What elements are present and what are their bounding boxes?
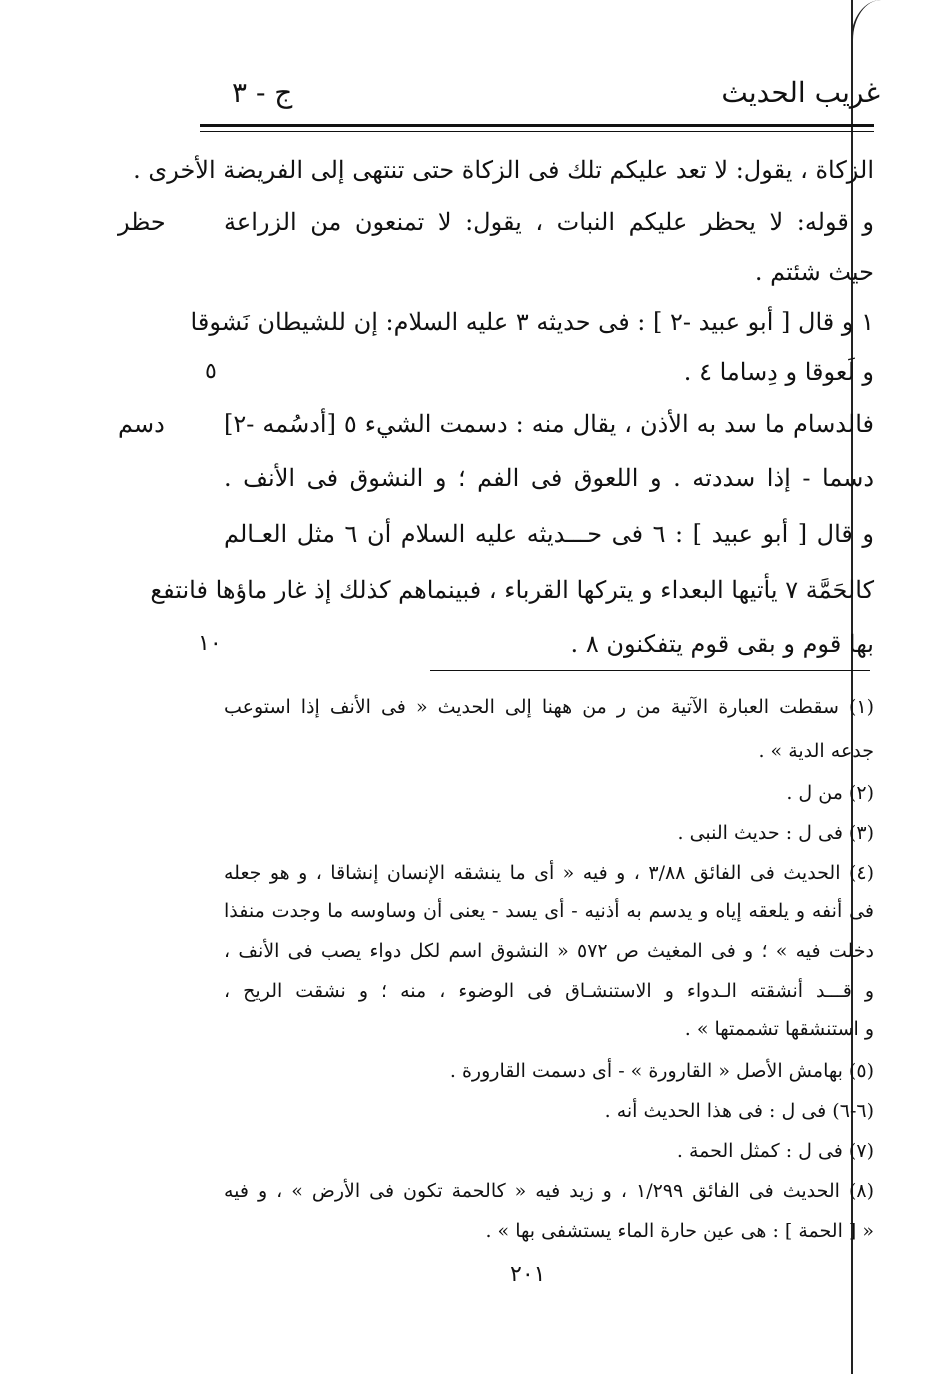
- footnote-line-8: و قـــد أنشقته الـدواء و الاستنشـاق فى الوضوء ، منه ؛ و نشقت الريح ،: [224, 980, 874, 1002]
- running-header: [200, 76, 880, 120]
- footnote-line-11: (٦-٦) فى ل : فى هذا الحديث أنه .: [604, 1100, 874, 1122]
- footnote-line-12: (٧) فى ل : كمثل الحمة .: [676, 1140, 874, 1162]
- margin-word-hazara: حظر: [118, 208, 166, 236]
- footnote-line-5: (٤) الحديث فى الفائق ٣/٨٨ ، و فيه « أى ما ينشقه الإنسان إنشاقا ، و هو جعله: [224, 862, 874, 884]
- body-line-8: و قال [ أبو عبيد ] : ٦ فى حـــديثه عليه السلام أن ٦ مثل العـالم: [224, 520, 875, 548]
- footnote-line-1: (١) سقطت العبارة الآتية من ر من ههنا إلى الحديث « فى الأنف إذا استوعب: [224, 696, 874, 718]
- footnote-line-4: (٣) فى ل : حديث النبى .: [677, 822, 874, 844]
- body-line-6: فالدسام ما سد به الأذن ، يقال منه : دسمت الشيء ٥ [أدسُمه -٢]: [224, 410, 874, 438]
- footnote-line-13: (٨) الحديث فى الفائق ١/٢٩٩ ، و زيد فيه « كالحمة تكون فى الأرض » ، و فيه: [224, 1180, 875, 1202]
- footnote-line-2: جدعه الدية » .: [758, 740, 874, 762]
- margin-word-dasama: دسم: [118, 410, 165, 438]
- binding-edge-curve: [851, 0, 883, 40]
- footnote-line-9: و استنشقها تشممتها » .: [684, 1018, 874, 1040]
- header-rule-thick: [200, 124, 874, 127]
- header-rule-thin: [200, 131, 874, 132]
- body-line-10: بها قوم و بقى قوم يتفكنون ٨ .: [570, 630, 874, 658]
- running-title: غريب الحديث: [721, 76, 880, 109]
- body-line-3: حيث شئتم .: [754, 258, 874, 286]
- body-line-4: ١ و قال [ أبو عبيد -٢ ] : فى حديثه ٣ عليه السلام: إن للشيطان نَشوقا: [190, 308, 874, 336]
- footnote-line-7: دخلت فيه » ؛ و فى المغيث ص ٥٧٢ « النشوق اسم لكل دواء يصب فى الأنف ،: [224, 940, 874, 962]
- volume-label: ج - ٣: [232, 76, 293, 109]
- footnote-rule: [430, 670, 870, 671]
- footnote-line-3: (٢) من ل .: [786, 782, 874, 804]
- body-line-1: الزكاة ، يقول: لا تعد عليكم تلك فى الزكاة حتى تنتهى إلى الفريضة الأخرى .: [133, 156, 874, 184]
- body-line-7: دسما - إذا سددته . و اللعوق فى الفم ؛ و النشوق فى الأنف .: [224, 464, 874, 492]
- line-number-10: ١٠: [198, 631, 222, 656]
- footnote-line-6: فى أنفه و يلعقه إياه و يدسم به أذنيه - أى يسد - يعنى أن وساوسه ما وجدت منفذا: [224, 900, 874, 922]
- footnote-line-10: (٥) بهامش الأصل « القارورة » - أى دسمت القارورة .: [449, 1060, 874, 1082]
- body-line-2: و قوله: لا يحظر عليكم النبات ، يقول: لا تمنعون من الزراعة: [224, 208, 874, 236]
- line-number-5: ٥: [205, 359, 217, 384]
- page-number: ٢٠١: [510, 1262, 546, 1287]
- body-line-5: و لَعوقا و دِساما ٤ .: [683, 358, 874, 386]
- footnote-line-14: « [ الحمة ] : هى عين حارة الماء يستشفى بها » .: [485, 1220, 874, 1242]
- body-line-9: كالحَمَّة ٧ يأتيها البعداء و يتركها القرباء ، فبينماهم كذلك إذ غار ماؤها فانتفع: [150, 576, 874, 604]
